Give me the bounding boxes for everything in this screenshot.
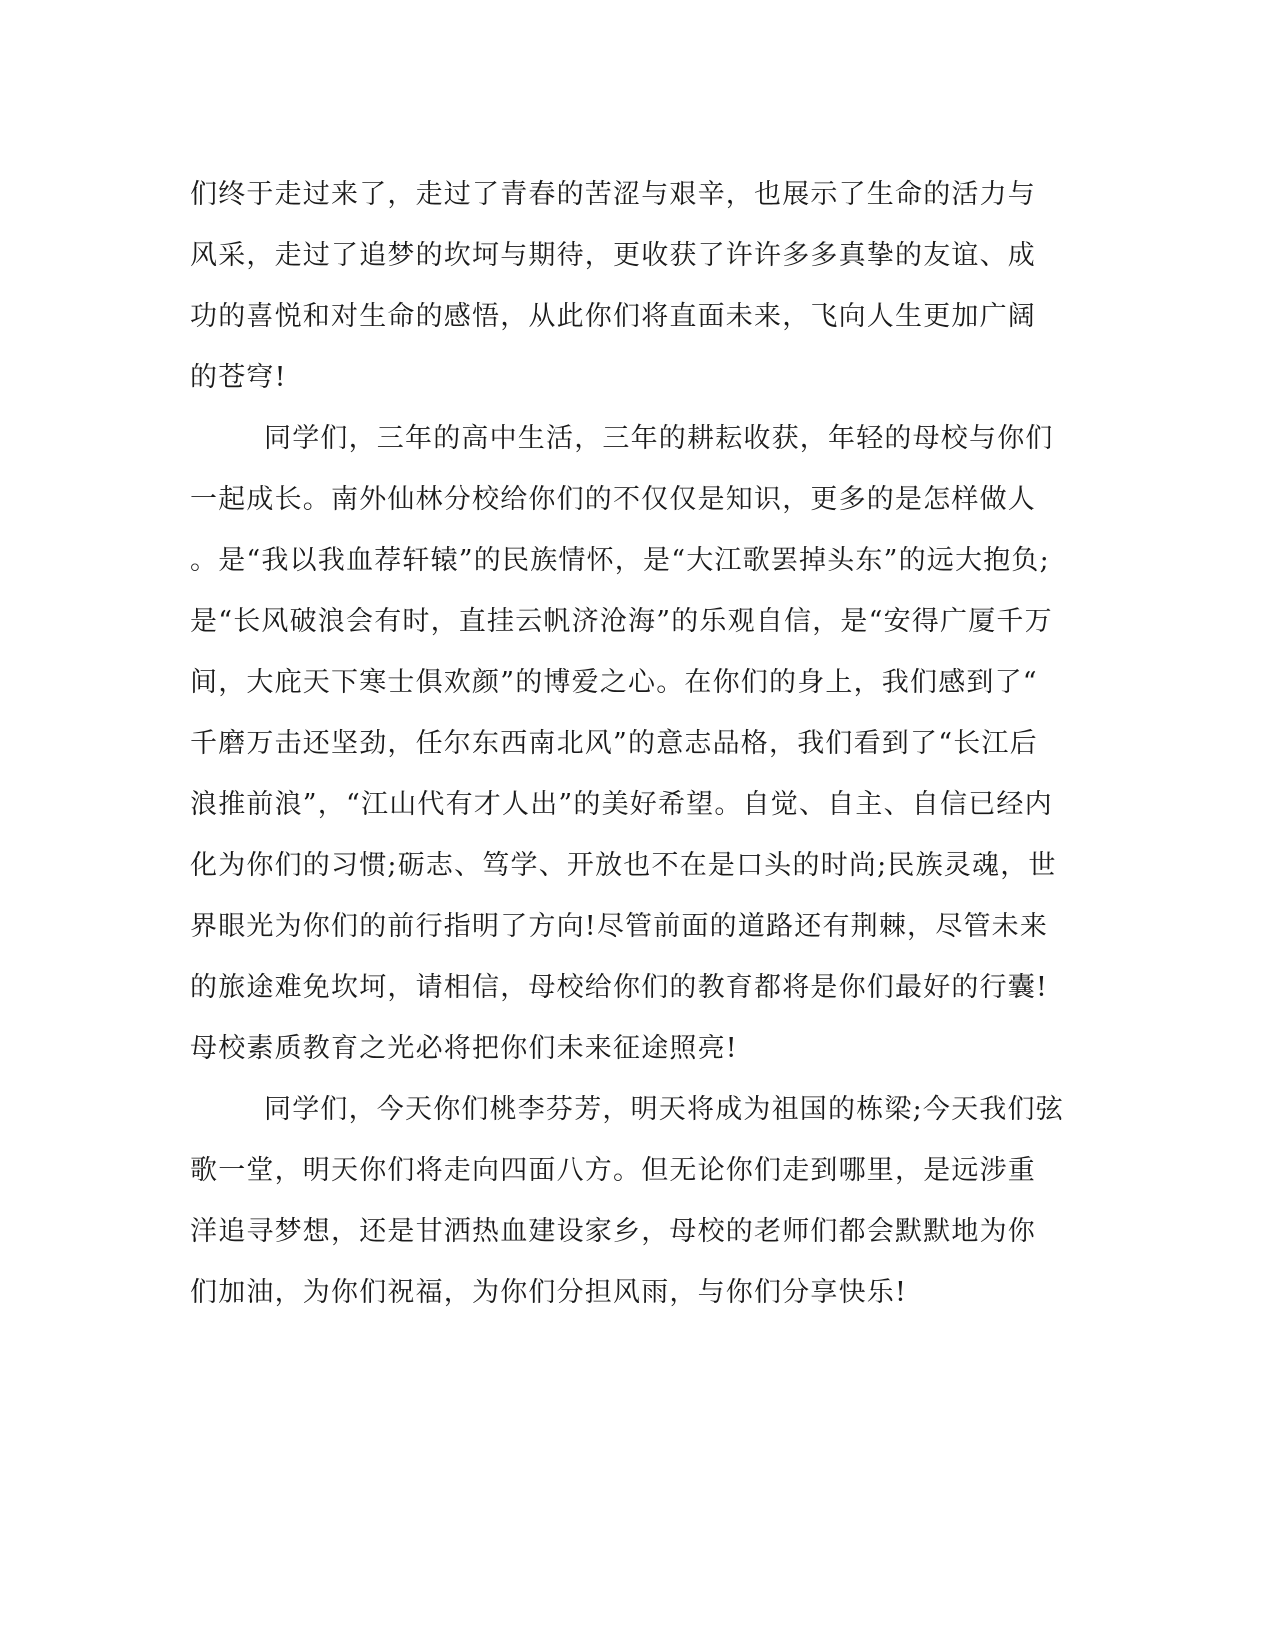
text-line: 母校素质教育之光必将把你们未来征途照亮!: [190, 1033, 738, 1064]
text-line: 们终于走过来了，走过了青春的苦涩与艰辛，也展示了生命的活力与: [190, 179, 1036, 210]
text-line: 界眼光为你们的前行指明了方向!尽管前面的道路还有荆棘，尽管未来: [190, 911, 1049, 942]
text-line: 。是“我以我血荐轩辕”的民族情怀，是“大江歌罢掉头东”的远大抱负;: [190, 545, 1050, 576]
text-line: 的苍穹!: [190, 362, 287, 393]
text-line: 同学们，三年的高中生活，三年的耕耘收获，年轻的母校与你们: [264, 423, 1054, 454]
text-line: 们加油，为你们祝福，为你们分担风雨，与你们分享快乐!: [190, 1277, 908, 1308]
paragraph-3: [190, 1079, 1090, 1323]
text-line: 浪推前浪”，“江山代有才人出”的美好希望。自觉、自主、自信已经内: [190, 789, 1053, 820]
text-line: 间，大庇天下寒士俱欢颜”的博爱之心。在你们的身上，我们感到了“: [190, 667, 1038, 698]
text-line: 千磨万击还坚劲，任尔东西南北风”的意志品格，我们看到了“长江后: [190, 728, 1038, 759]
text-line: 化为你们的习惯;砺志、笃学、开放也不在是口头的时尚;民族灵魂，世: [190, 850, 1057, 881]
text-line: 风采，走过了追梦的坎坷与期待，更收获了许许多多真挚的友谊、成: [190, 240, 1036, 271]
text-line: 功的喜悦和对生命的感悟，从此你们将直面未来，飞向人生更加广阔: [190, 301, 1036, 332]
text-line: 的旅途难免坎坷，请相信，母校给你们的教育都将是你们最好的行囊!: [190, 972, 1049, 1003]
paragraph-2: [190, 408, 1090, 1079]
document-body: [190, 164, 1090, 1323]
text-line: 洋追寻梦想，还是甘洒热血建设家乡，母校的老师们都会默默地为你: [190, 1216, 1036, 1247]
text-line: 是“长风破浪会有时，直挂云帆济沧海”的乐观自信，是“安得广厦千万: [190, 606, 1053, 637]
text-line: 一起成长。南外仙林分校给你们的不仅仅是知识，更多的是怎样做人: [190, 484, 1036, 515]
paragraph-1: [190, 164, 1090, 408]
text-line: 歌一堂，明天你们将走向四面八方。但无论你们走到哪里，是远涉重: [190, 1155, 1036, 1186]
text-line: 同学们，今天你们桃李芬芳，明天将成为祖国的栋梁;今天我们弦: [264, 1094, 1064, 1125]
